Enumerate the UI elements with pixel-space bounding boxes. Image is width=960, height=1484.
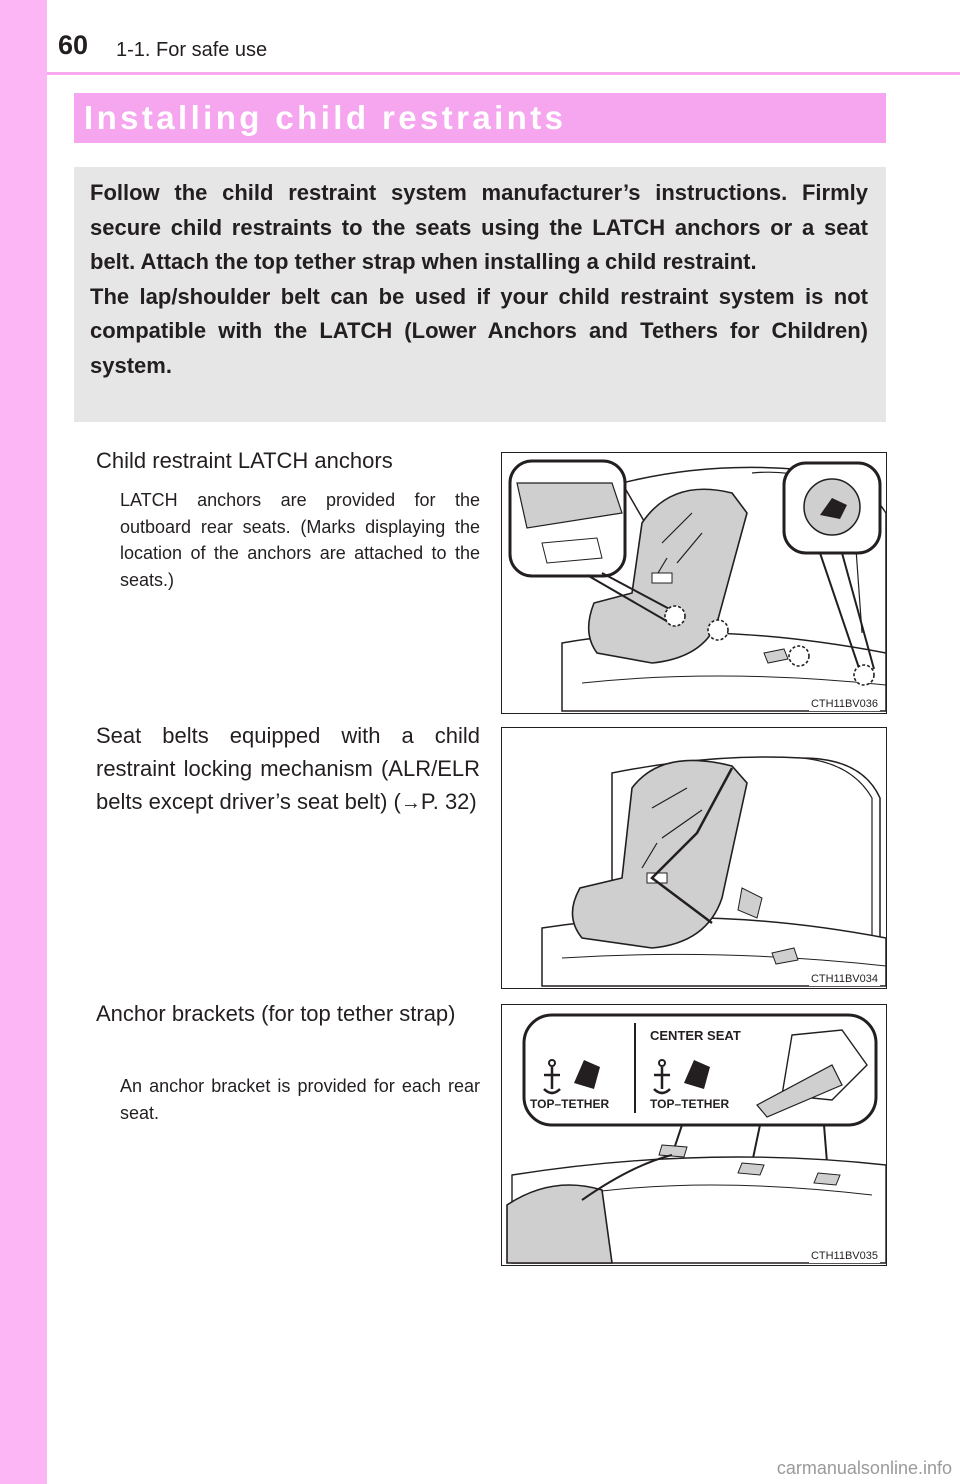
figure-code: CTH11BV034 [810,973,878,985]
latch-anchors-description: LATCH anchors are provided for the outboard rear seats. (Marks displaying the location of the anchors are attached to the seats.) [120,490,480,590]
anchor-brackets-heading: Anchor brackets (for top tether strap) [96,1001,456,1026]
page-title: Installing child restraints [84,99,567,136]
latch-anchors-heading: Child restraint LATCH anchors [96,448,393,473]
watermark: carmanualsonline.info [776,1458,952,1478]
seat-belt-illustration [502,728,886,988]
seat-belts-heading-text: Seat belts equipped with a child restraint locking mechanism (ALR/ELR belts except driver’s seat belt) ( [96,723,480,814]
header-divider [47,72,960,75]
section-title: 1-1. For safe use [116,39,268,61]
anchor-brackets-figure [501,1004,887,1266]
seat-belts-figure [501,727,887,989]
page-number: 60 [58,30,89,60]
reference-arrow-icon: → [400,792,421,814]
intro-text [90,176,868,383]
page-sidebar-tab [0,0,47,1484]
page-reference-link[interactable]: P. 32) [420,789,477,814]
latch-anchors-illustration [502,453,886,713]
figure-code: CTH11BV035 [810,1250,878,1262]
anchor-brackets-description: An anchor bracket is provided for each rear seat. [120,1076,480,1123]
center-seat-label: CENTER SEAT [650,1028,741,1043]
figure-code: CTH11BV036 [810,698,878,710]
top-tether-left-label: TOP–TETHER [530,1097,610,1111]
latch-anchors-figure [501,452,887,714]
intro-paragraph-1: Follow the child restraint system manufacturer’s instructions. Firmly secure child restraints to the seats using the LATCH anchors or a seat belt. Attach the top tether strap when installing a child restraint. [90,180,868,274]
intro-paragraph-2: The lap/shoulder belt can be used if your child restraint system is not compatible with the LATCH (Lower Anchors and Tethers for Children) system. [90,283,868,378]
anchor-brackets-illustration [502,1005,886,1265]
seat-belts-heading [96,719,480,820]
top-tether-right-label: TOP–TETHER [650,1097,730,1111]
